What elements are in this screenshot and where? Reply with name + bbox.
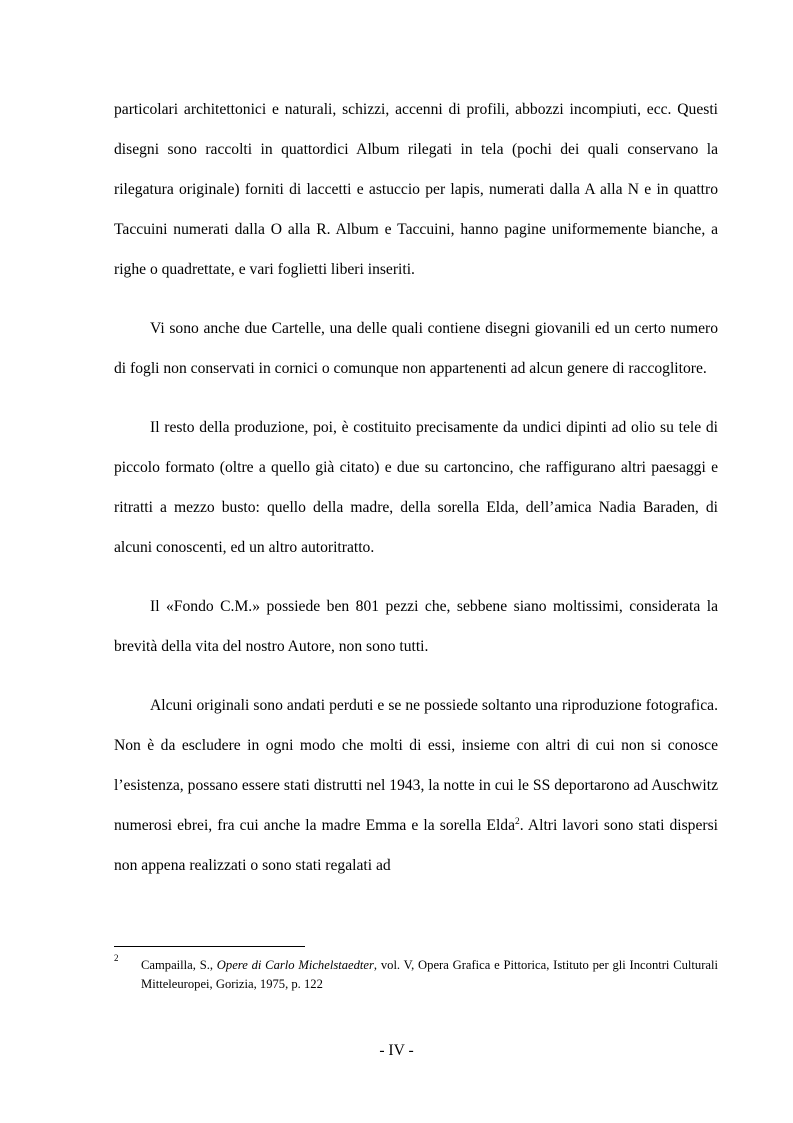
footnote-reference[interactable]: 2 bbox=[515, 816, 520, 827]
footnote-text bbox=[141, 956, 718, 994]
body-text bbox=[114, 90, 718, 886]
paragraph-cartelle: Vi sono anche due Cartelle, una delle quali contiene disegni giovanili ed un certo numero di fogli non conservati in cornici o comunque non appartenenti ad alcun genere di raccoglitore. bbox=[114, 320, 718, 377]
paragraph-originali-text-end: . Altri lavori sono stati dispersi non appena realizzati o sono stati regalati ad bbox=[114, 817, 718, 874]
page-number: - IV - bbox=[379, 1042, 414, 1059]
paragraph-originali bbox=[114, 686, 718, 886]
paragraph-dipinti: Il resto della produzione, poi, è costituito precisamente da undici dipinti ad olio su tele di piccolo formato (oltre a quello già citato) e due su cartoncino, che raffigurano altri paesaggi e ritratti a mezzo busto: quello della madre, della sorella Elda, dell’amica Nadia Baraden, di alcuni conoscenti, ed un altro autoritratto. bbox=[114, 419, 718, 556]
footnote-author: Campailla, S., bbox=[141, 958, 217, 972]
paragraph-originali-text: Alcuni originali sono andati perduti e se ne possiede soltanto una riproduzione fotografica. Non è da escludere in ogni modo che molti di essi, insieme con altri di cui non si conosce l’esistenza, possano essere stati distrutti nel 1943, la notte in cui le SS deportarono ad Auschwitz numerosi ebrei, fra cui anche la madre Emma e la sorella Elda bbox=[114, 697, 718, 834]
footnote-number: 2 bbox=[114, 953, 119, 963]
footnote-title: Opere di Carlo Michelstaedter bbox=[216, 958, 374, 972]
footnote-divider bbox=[114, 946, 305, 947]
paragraph-continuation: particolari architettonici e naturali, schizzi, accenni di profili, abbozzi incompiuti, ecc. Questi disegni sono raccolti in quattordici Album rilegati in tela (pochi dei quali conservano la rilegatura originale) forniti di laccetti e astuccio per lapis, numerati dalla A alla N e in quattro Taccuini numerati dalla O alla R. Album e Taccuini, hanno pagine uniformemente bianche, a righe o quadrettate, e vari foglietti liberi inseriti. bbox=[114, 101, 718, 278]
footnote bbox=[114, 953, 718, 994]
footnote-details: , vol. V, Opera Grafica e Pittorica, Istituto per gli Incontri Culturali Mitteleuropei, Gorizia, 1975, p. 122 bbox=[141, 958, 718, 991]
paragraph-fondo: Il «Fondo C.M.» possiede ben 801 pezzi che, sebbene siano moltissimi, considerata la brevità della vita del nostro Autore, non sono tutti. bbox=[114, 598, 718, 655]
